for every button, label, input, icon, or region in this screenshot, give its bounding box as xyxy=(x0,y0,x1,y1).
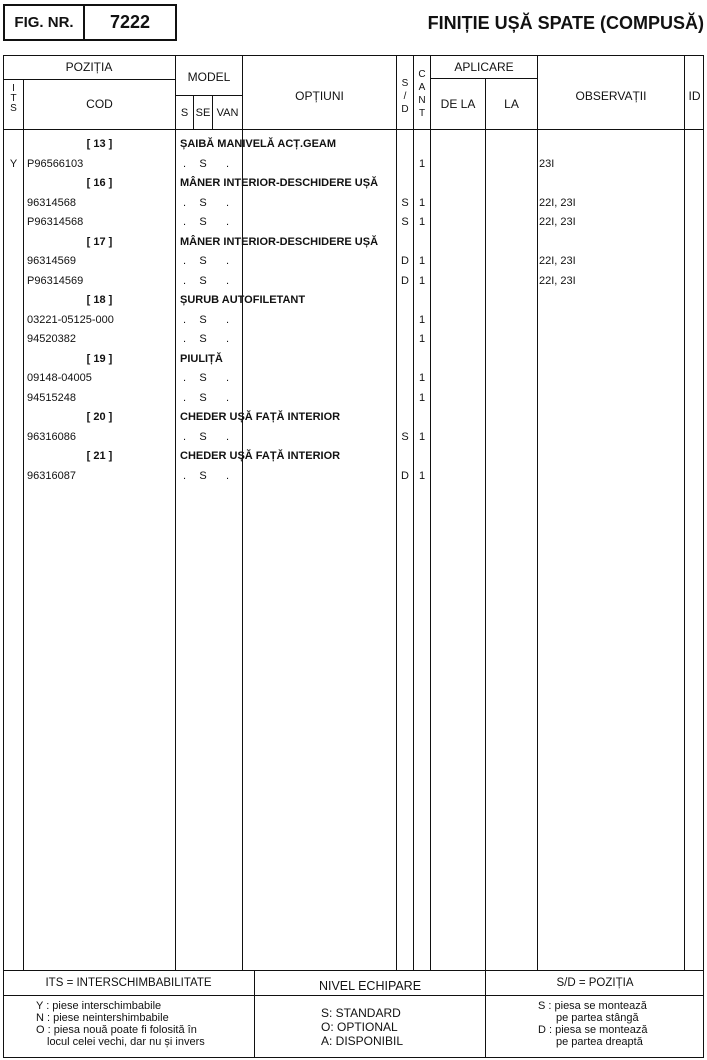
row-sd: D xyxy=(401,255,409,267)
col-line-model xyxy=(242,55,243,970)
row-cod: P96314568 xyxy=(27,216,84,228)
row-cod: P96314569 xyxy=(27,275,84,287)
fig-label: FIG. NR. xyxy=(14,14,74,31)
row-cant: 1 xyxy=(418,470,426,482)
footer-hline xyxy=(3,995,704,996)
col-line-la xyxy=(537,55,538,970)
row-model-se: S xyxy=(199,333,207,345)
group-name: CHEDER UȘĂ FAȚĂ INTERIOR xyxy=(180,411,341,423)
group-name: MÂNER INTERIOR-DESCHIDERE UȘĂ xyxy=(180,236,379,248)
row-sd: D xyxy=(401,275,409,287)
footer-sd-legend xyxy=(538,1000,647,1048)
hline-header-bottom xyxy=(3,129,704,130)
row-observatii: 22I, 23I xyxy=(539,216,576,228)
row-model-van: . xyxy=(225,470,230,482)
col-line-its xyxy=(23,80,24,970)
hline-pozitia xyxy=(3,79,176,80)
row-cant: 1 xyxy=(418,197,426,209)
row-cant: 1 xyxy=(418,275,426,287)
sd-legend-d: D : piesa se montează xyxy=(538,1024,648,1036)
header-optiuni: OPȚIUNI xyxy=(295,89,344,103)
hline-aplicare xyxy=(430,78,538,79)
header-model-s: S xyxy=(180,107,189,119)
row-cod: 96316086 xyxy=(27,431,76,443)
col-line-optiuni xyxy=(396,55,397,970)
row-observatii: 22I, 23I xyxy=(539,255,576,267)
row-model-van: . xyxy=(225,372,230,384)
row-model-se: S xyxy=(199,470,207,482)
row-observatii: 22I, 23I xyxy=(539,275,576,287)
row-model-van: . xyxy=(225,314,230,326)
row-model-se: S xyxy=(199,314,207,326)
group-name: MÂNER INTERIOR-DESCHIDERE UȘĂ xyxy=(180,177,379,189)
its-char-1: I xyxy=(12,83,15,94)
row-model-se: S xyxy=(199,392,207,404)
row-model-s: . xyxy=(182,470,187,482)
row-model-van: . xyxy=(225,333,230,345)
footer-its-title: ITS = INTERSCHIMBABILITATE xyxy=(45,977,212,989)
row-observatii: 22I, 23I xyxy=(539,197,576,209)
row-cant: 1 xyxy=(418,314,426,326)
group-name: ȘAIBĂ MANIVELĂ ACȚ.GEAM xyxy=(180,138,337,150)
header-cant xyxy=(414,68,430,120)
group-position: [ 13 ] xyxy=(86,138,113,150)
row-model-van: . xyxy=(225,275,230,287)
fig-label-box xyxy=(3,4,85,41)
row-cant: 1 xyxy=(418,158,426,170)
row-model-van: . xyxy=(225,431,230,443)
group-position: [ 16 ] xyxy=(86,177,113,189)
row-sd: S xyxy=(401,216,409,228)
row-sd: D xyxy=(401,470,409,482)
header-aplicare: APLICARE xyxy=(454,60,514,74)
sd-char-1: S xyxy=(401,78,409,89)
row-model-s: . xyxy=(182,158,187,170)
row-cod: 09148-04005 xyxy=(27,372,92,384)
col-line-obs xyxy=(684,55,685,970)
header-pozitia: POZIȚIA xyxy=(65,60,113,74)
col-line-sd xyxy=(413,55,414,970)
col-line-cant xyxy=(430,55,431,970)
hline-model xyxy=(175,95,243,96)
group-position: [ 18 ] xyxy=(86,294,113,306)
row-cod: 96314569 xyxy=(27,255,76,267)
cant-char-4: T xyxy=(418,108,426,119)
row-model-se: S xyxy=(199,372,207,384)
sd-legend-s-cont: pe partea stângă xyxy=(556,1012,639,1024)
sd-legend-s: S : piesa se montează xyxy=(538,1000,647,1012)
row-sd: S xyxy=(401,197,409,209)
its-legend-y: Y : piese interschimbabile xyxy=(36,1000,162,1012)
its-legend-n: N : piese neintershimbabile xyxy=(36,1012,169,1024)
row-model-s: . xyxy=(182,392,187,404)
group-name: ȘURUB AUTOFILETANT xyxy=(180,294,306,306)
row-cant: 1 xyxy=(418,392,426,404)
cant-char-2: A xyxy=(418,82,426,93)
header-id: ID xyxy=(688,89,701,103)
nivel-legend-o: O: OPTIONAL xyxy=(321,1020,398,1034)
row-model-s: . xyxy=(182,275,187,287)
col-line-dela xyxy=(485,78,486,970)
its-char-3: S xyxy=(10,103,17,114)
fig-number-box xyxy=(83,4,177,41)
sd-legend-d-cont: pe partea dreaptă xyxy=(556,1036,643,1048)
row-model-s: . xyxy=(182,197,187,209)
row-observatii: 23I xyxy=(539,158,555,170)
row-its: Y xyxy=(9,158,18,170)
group-name: CHEDER UȘĂ FAȚĂ INTERIOR xyxy=(180,450,341,462)
hline-body-bottom xyxy=(3,970,704,971)
footer-sd-title: S/D = POZIȚIA xyxy=(556,977,634,989)
cant-char-1: C xyxy=(418,69,426,80)
its-char-2: T xyxy=(10,93,17,104)
row-sd: S xyxy=(401,431,409,443)
col-line-cod xyxy=(175,55,176,970)
row-model-van: . xyxy=(225,158,230,170)
row-model-s: . xyxy=(182,431,187,443)
group-position: [ 19 ] xyxy=(86,353,113,365)
row-model-van: . xyxy=(225,197,230,209)
its-legend-o: O : piesa nouă poate fi folosită în xyxy=(36,1024,197,1036)
header-la: LA xyxy=(504,97,519,111)
row-model-van: . xyxy=(225,255,230,267)
row-model-van: . xyxy=(225,216,230,228)
cant-char-3: N xyxy=(418,95,426,106)
fig-number: 7222 xyxy=(109,12,151,32)
row-model-s: . xyxy=(182,372,187,384)
row-model-se: S xyxy=(199,431,207,443)
row-cod: 94520382 xyxy=(27,333,76,345)
row-model-se: S xyxy=(199,158,207,170)
header-cod: COD xyxy=(86,97,113,111)
row-model-s: . xyxy=(182,216,187,228)
row-model-se: S xyxy=(199,216,207,228)
group-name: PIULIȚĂ xyxy=(180,353,223,365)
row-cod: 94515248 xyxy=(27,392,76,404)
row-model-se: S xyxy=(199,255,207,267)
its-legend-o-cont: locul celei vechi, dar nu și invers xyxy=(47,1036,205,1048)
page-title: FINIȚIE UȘĂ SPATE (COMPUSĂ) xyxy=(427,13,704,33)
header-model-van: VAN xyxy=(216,107,239,119)
header-model: MODEL xyxy=(187,70,231,84)
row-model-s: . xyxy=(182,314,187,326)
row-model-s: . xyxy=(182,333,187,345)
row-cant: 1 xyxy=(418,216,426,228)
sd-char-2: / xyxy=(403,91,407,102)
row-cod: 96316087 xyxy=(27,470,76,482)
header-its xyxy=(4,84,23,114)
nivel-legend-s: S: STANDARD xyxy=(321,1006,401,1020)
footer-nivel-title: NIVEL ECHIPARE xyxy=(318,979,422,993)
nivel-legend-a: A: DISPONIBIL xyxy=(321,1034,404,1048)
row-cod: P96566103 xyxy=(27,158,84,170)
row-model-van: . xyxy=(225,392,230,404)
row-cod: 03221-05125-000 xyxy=(27,314,114,326)
header-model-se: SE xyxy=(195,107,211,119)
group-position: [ 17 ] xyxy=(86,236,113,248)
header-de-la: DE LA xyxy=(440,97,476,111)
row-model-se: S xyxy=(199,197,207,209)
header-sd xyxy=(397,77,413,116)
row-cant: 1 xyxy=(418,255,426,267)
row-model-se: S xyxy=(199,275,207,287)
row-cant: 1 xyxy=(418,431,426,443)
row-model-s: . xyxy=(182,255,187,267)
group-position: [ 20 ] xyxy=(86,411,113,423)
footer-its-legend xyxy=(36,1000,205,1048)
sd-char-3: D xyxy=(401,104,409,115)
header-observatii: OBSERVAȚII xyxy=(575,89,647,103)
row-cant: 1 xyxy=(418,372,426,384)
group-position: [ 21 ] xyxy=(86,450,113,462)
parts-table xyxy=(3,55,704,1058)
row-cod: 96314568 xyxy=(27,197,76,209)
footer-nivel-legend xyxy=(321,1006,403,1048)
row-cant: 1 xyxy=(418,333,426,345)
